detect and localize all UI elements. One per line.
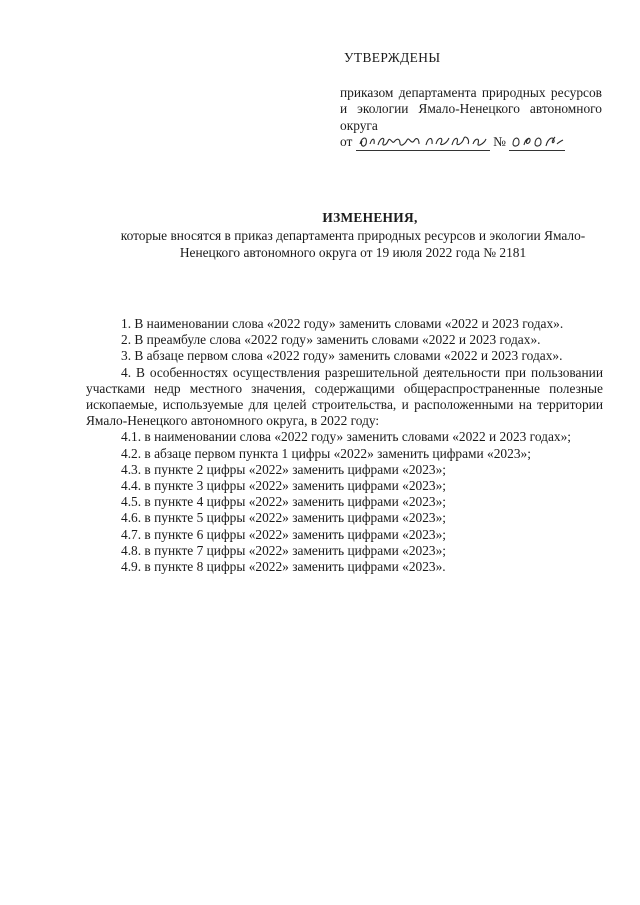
handwritten-date-signature [356, 132, 490, 150]
document-subtitle: которые вносятся в приказ департамента природных ресурсов и экологии Ямало-Ненецкого автономного округа от 19 июля 2022 года № 2181 [120, 228, 586, 260]
approval-block [340, 50, 602, 151]
amendment-subitem: 4.8. в пункте 7 цифры «2022» заменить цифрами «2023»; [121, 542, 447, 558]
approved-word: УТВЕРЖДЕНЫ [344, 50, 441, 65]
amendment-subitem: 4.2. в абзаце первом пункта 1 цифры «2022» заменить цифрами «2023»; [121, 445, 531, 461]
amendment-subitem: 4.5. в пункте 4 цифры «2022» заменить цифрами «2023»; [121, 494, 447, 510]
handwritten-date [356, 136, 490, 151]
amendment-item: 2. В преамбуле слова «2022 году» заменить словами «2022 и 2023 годах». [121, 332, 541, 348]
approval-date-line [340, 134, 602, 151]
approval-order-text: приказом департамента природных ресурсов и экологии Ямало-Ненецкого автономного округа [340, 84, 602, 133]
amendment-list [86, 316, 603, 575]
amendment-item: 4. В особенностях осуществления разрешительной деятельности при пользовании участками недр местного значения, содержащими общераспространенные полезные ископаемые, используемые для целей строительства, и расположенными на территории Ямало-Ненецкого автономного округа, в 2022 году: [86, 364, 603, 429]
handwritten-number-signature [509, 132, 565, 150]
amendment-subitem: 4.1. в наименовании слова «2022 году» заменить словами «2022 и 2023 годах»; [121, 429, 572, 445]
from-label: от [340, 134, 353, 149]
amendment-subitem: 4.6. в пункте 5 цифры «2022» заменить цифрами «2023»; [121, 510, 447, 526]
amendment-item: 1. В наименовании слова «2022 году» заменить словами «2022 и 2023 годах». [121, 316, 564, 331]
amendment-subitem: 4.4. в пункте 3 цифры «2022» заменить цифрами «2023»; [121, 478, 447, 494]
amendment-subitem: 4.7. в пункте 6 цифры «2022» заменить цифрами «2023»; [121, 526, 447, 542]
amendment-subitem: 4.9. в пункте 8 цифры «2022» заменить цифрами «2023». [121, 559, 446, 575]
number-label: № [493, 134, 506, 149]
amendment-subitem: 4.3. в пункте 2 цифры «2022» заменить цифрами «2023»; [121, 461, 447, 477]
amendment-item: 3. В абзаце первом слова «2022 году» заменить словами «2022 и 2023 годах». [121, 348, 563, 364]
handwritten-number [509, 136, 565, 151]
document-title: ИЗМЕНЕНИЯ, [322, 210, 418, 225]
